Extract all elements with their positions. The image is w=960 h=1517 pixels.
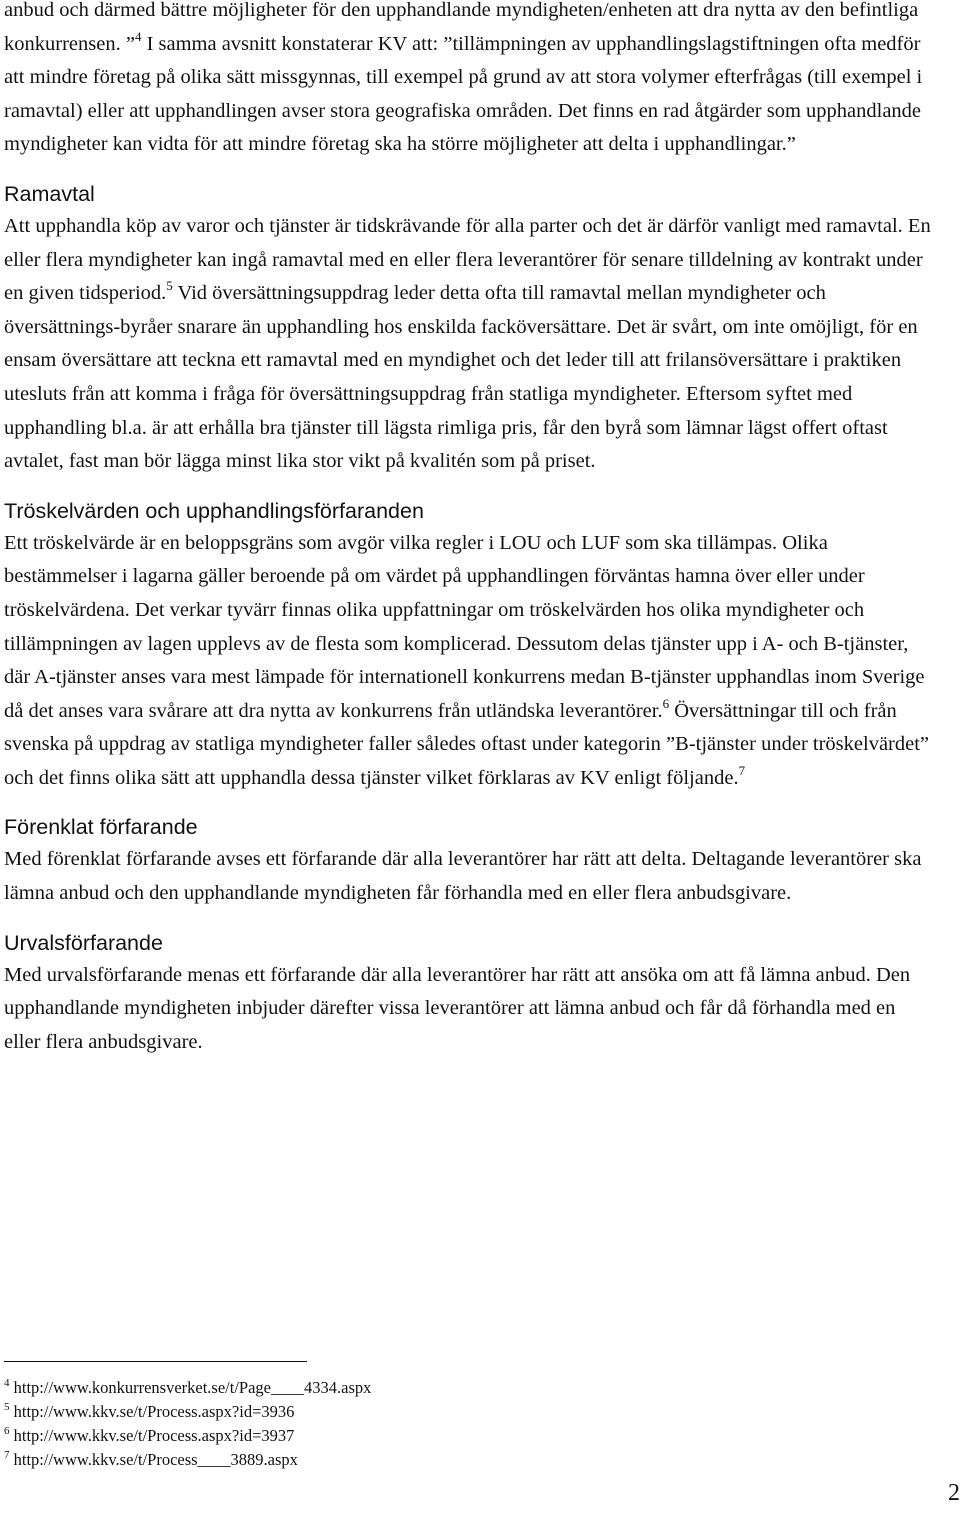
footnote-ref-7[interactable]: 7 <box>738 762 746 778</box>
heading-forenklat-forfarande: Förenklat förfarande <box>4 815 198 840</box>
footnote-number: 7 <box>4 1449 10 1461</box>
paragraph-text: Att upphandla köp av varor och tjänster är tidskrävande för alla parter och det är därför vanligt med ramavtal. En eller flera myndigheter kan ingå ramavtal med en eller flera leverantörer för senare tilldelning av kontrakt under en given tidsperiod. <box>4 214 931 305</box>
footnote-ref-6[interactable]: 6 <box>662 695 670 711</box>
paragraph-urvalsforfarande: Med urvalsförfarande menas ett förfarande där alla leverantörer har rätt att ansöka om att få lämna anbud. Den upphandlande myndigheten inbjuder därefter vissa leverantörer att lämna anbud och får då förhandla med en eller flera anbudsgivare. <box>4 963 911 1053</box>
paragraph-text: Ett tröskelvärde är en beloppsgräns som avgör vilka regler i LOU och LUF som ska tillämpas. Olika bestämmelser i lagarna gäller beroende på om värdet på upphandlingen förväntas hamna över eller under tröskelvärdena. Det verkar tyvärr finnas olika uppfattningar om tröskelvärden hos olika myndigheter och tillämpningen av lagen upplevs av de flesta som komplicerad. Dessutom delas tjänster upp i A- och B-tjänster, där A-tjänster anses vara mest lämpade för internationell konkurrens medan B-tjänster upphandlas inom Sverige då det anses vara svårare att dra nytta av konkurrens från utländska leverantörer. <box>4 531 925 722</box>
footnote-number: 6 <box>4 1425 10 1437</box>
paragraph-ramavtal <box>4 210 934 479</box>
footnote-number: 4 <box>4 1377 10 1389</box>
footnote-5 <box>4 1400 371 1424</box>
page-number: 2 <box>948 1480 960 1506</box>
footnote-link[interactable]: http://www.kkv.se/t/Process____3889.aspx <box>13 1450 298 1469</box>
paragraph-konkurrens <box>4 0 934 162</box>
paragraph-forenklat-forfarande: Med förenklat förfarande avses ett förfarande där alla leverantörer har rätt att delta. Deltagande leverantörer ska lämna anbud och den upphandlande myndigheten får förhandla med en eller flera anbudsgivare. <box>4 848 922 905</box>
paragraph-troskelvarden <box>4 527 934 796</box>
footnote-link[interactable]: http://www.kkv.se/t/Process.aspx?id=3936 <box>13 1402 295 1421</box>
paragraph-text: Vid översättningsuppdrag leder detta ofta till ramavtal mellan myndigheter och översättnings-byråer snarare än upphandling hos enskilda facköversättare. Det är svårt, om inte omöjligt, för en ensam översättare att teckna ett ramavtal med en myndighet och det leder till att frilansöversättare i praktiken utesluts från att komma i fråga för översättningsuppdrag från statliga myndigheter. Eftersom syftet med upphandling bl.a. är att erhålla bra tjänster till lägsta rimliga pris, får den byrå som lämnar lägst offert oftast avtalet, fast man bör lägga minst lika stor vikt på kvalitén som på priset. <box>4 282 918 473</box>
footnote-4 <box>4 1376 371 1400</box>
footnote-ref-5[interactable]: 5 <box>166 278 173 294</box>
footnote-7 <box>4 1448 371 1472</box>
heading-ramavtal: Ramavtal <box>4 181 95 206</box>
paragraph-text: Översättningar till och från svenska på uppdrag av statliga myndigheter faller således oftast under kategorin ”B-tjänster under tröskelvärdet” och det finns olika sätt att upphandla dessa tjänster vilket förklaras av KV enligt följande. <box>4 699 930 789</box>
heading-troskelvarden: Tröskelvärden och upphandlingsförfaranden <box>4 498 424 523</box>
footnote-separator <box>4 1361 307 1362</box>
footnote-number: 5 <box>4 1401 10 1413</box>
paragraph-text: I samma avsnitt konstaterar KV att: ”tillämpningen av upphandlingslagstiftningen ofta medför att mindre företag på olika sätt missgynnas, till exempel på grund av att stora volymer efterfrågas (till exempel i ramavtal) eller att upphandlingen avser stora geografiska områden. Det finns en rad åtgärder som upphandlande myndigheter kan vidta för att mindre företag ska ha större möjligheter att delta i upphandlingar.” <box>4 32 923 156</box>
footnotes <box>4 1376 371 1472</box>
footnote-ref-4[interactable]: 4 <box>134 28 142 44</box>
paragraph-text: anbud och därmed bättre möjligheter för den upphandlande myndigheten/enheten att dra nytta av den befintliga konkurrensen. ” <box>4 0 919 55</box>
heading-urvalsforfarande: Urvalsförfarande <box>4 930 163 955</box>
footnote-6 <box>4 1424 371 1448</box>
footnote-link[interactable]: http://www.konkurrensverket.se/t/Page____4334.aspx <box>13 1378 372 1397</box>
document-page <box>4 0 934 1059</box>
footnote-link[interactable]: http://www.kkv.se/t/Process.aspx?id=3937 <box>13 1426 295 1445</box>
